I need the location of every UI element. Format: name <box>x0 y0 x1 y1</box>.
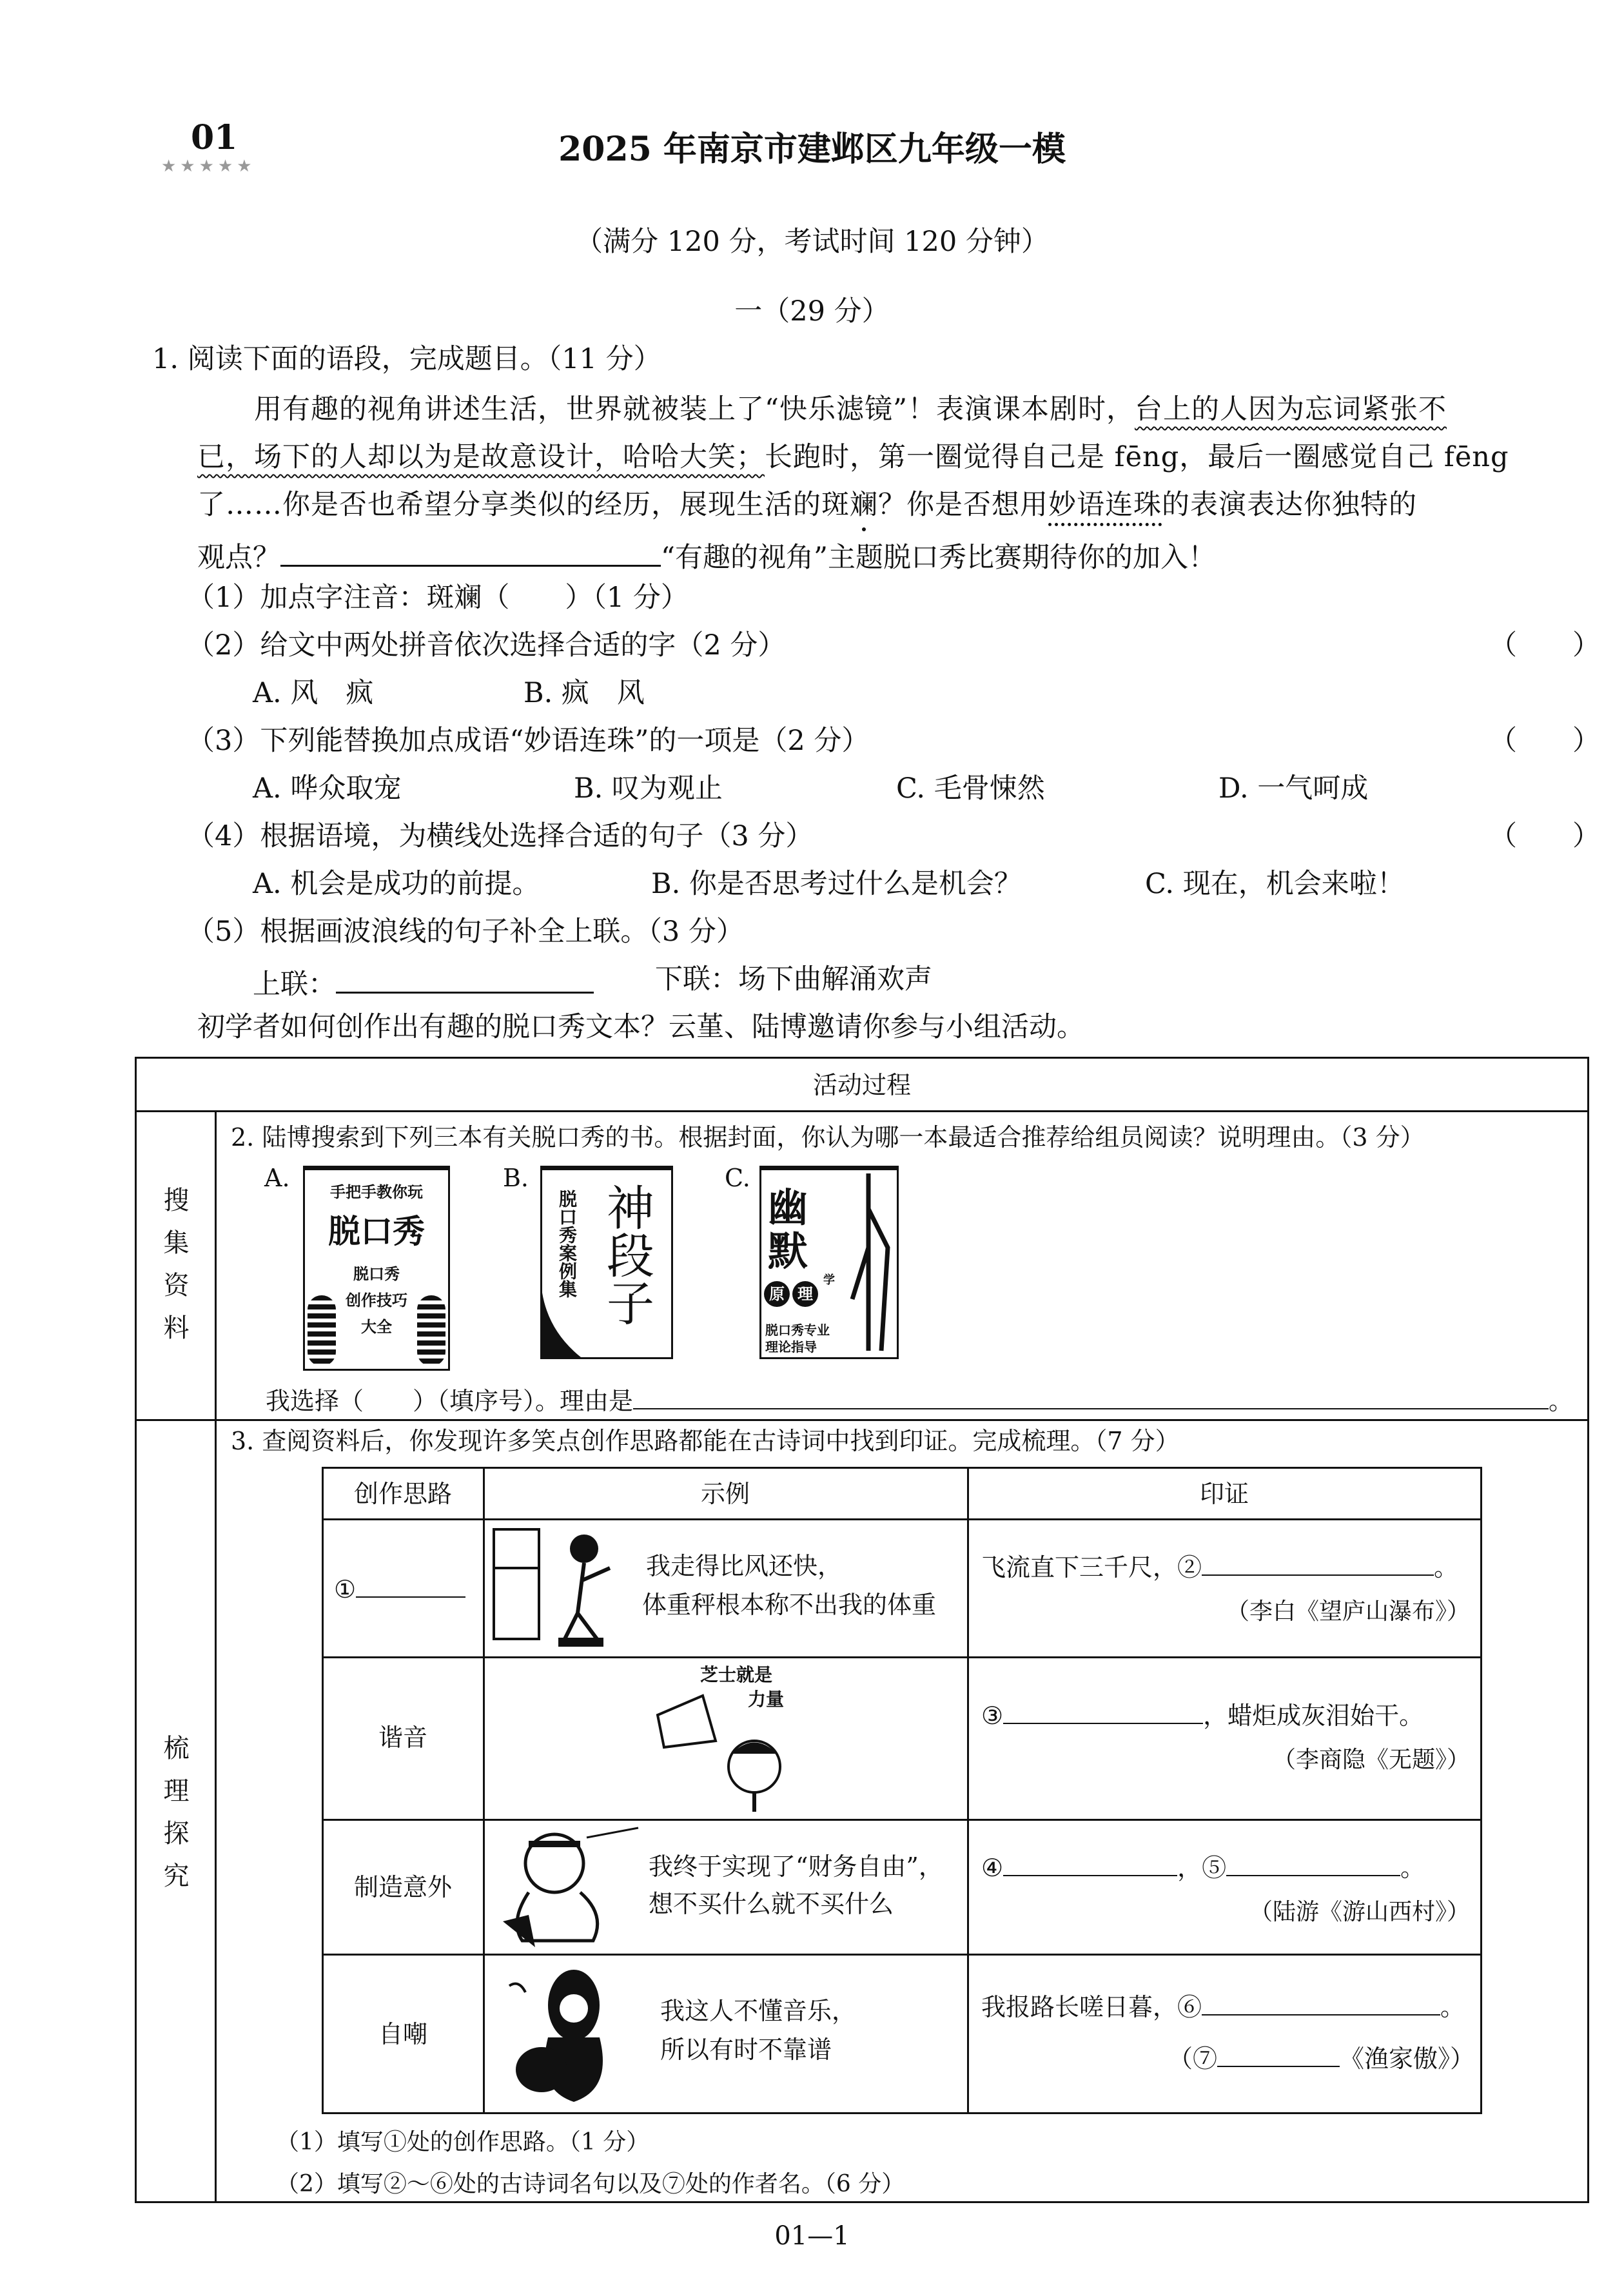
dotted-idiom: 妙语连珠 <box>1048 489 1162 521</box>
cover-text: 大全 <box>361 1318 392 1336</box>
table-border <box>135 1110 1589 1112</box>
cover-badge: 原 <box>764 1281 790 1307</box>
table-border <box>135 1057 1589 1059</box>
text: ？你是否想用 <box>878 489 1048 521</box>
answer-blank-7[interactable] <box>1217 2045 1340 2067</box>
row-label-collect: 搜集资料 <box>159 1186 189 1357</box>
q1-sub1: （1）加点字注音：斑斓（ ）（1 分） <box>187 582 689 614</box>
proof-4 <box>981 1994 1465 2019</box>
text: 飞流直下三千尺，② <box>981 1553 1202 1582</box>
text: 我报路长嗟日暮，⑥ <box>981 1993 1202 2021</box>
cover-text: 创作技巧 <box>346 1291 407 1309</box>
text: 长跑时，第一圈觉得自己是 fēng，最后一圈感觉自己 fēng <box>765 441 1509 473</box>
idea-1 <box>334 1576 465 1602</box>
page-title: 2025 年南京市建邺区九年级一模 <box>558 130 1066 169</box>
proof-1 <box>981 1554 1458 1580</box>
option-b: B. 叹为观止 <box>574 772 723 805</box>
book-c-label: C. <box>725 1164 750 1192</box>
cover-text: 脱口秀专业 <box>765 1322 830 1338</box>
wavy-underlined-text: 已，场下的人却以为是故意设计，哈哈大笑； <box>197 441 765 473</box>
option-c: C. 毛骨悚然 <box>896 772 1045 805</box>
bubble-text-1: 芝士就是 <box>700 1664 773 1685</box>
text: 的表演表达你独特的 <box>1162 489 1417 521</box>
text: “有趣的视角”主题脱口秀比赛期待你的加入！ <box>661 542 1216 574</box>
inner-border <box>322 2112 1482 2114</box>
wavy-underlined-text: 台上的人因为忘词紧张不 <box>1134 393 1447 426</box>
q1-sub4: （4）根据语境，为横线处选择合适的句子（3 分） <box>187 820 814 852</box>
answer-blank-1[interactable] <box>356 1576 465 1598</box>
dotted-char: 斓 <box>850 489 878 521</box>
lower-couplet: 下联：场下曲解涌欢声 <box>655 963 932 995</box>
answer-paren[interactable]: （ ） <box>1489 820 1600 852</box>
row-label-explore: 梳理探究 <box>159 1734 189 1905</box>
cover-text: 学 <box>823 1273 835 1287</box>
microphone-icon <box>417 1295 445 1366</box>
cartoon-fridge-scale <box>487 1523 629 1652</box>
answer-blank[interactable] <box>280 539 661 567</box>
inner-border <box>322 1518 1482 1520</box>
q3-sub1: （1）填写①处的创作思路。（1 分） <box>276 2129 650 2155</box>
book-cover-a[interactable] <box>303 1166 450 1371</box>
answer-blank-4[interactable] <box>1003 1854 1177 1876</box>
option-a: A. 风 疯 <box>253 677 374 709</box>
source-2: （李商隐《无题》） <box>1272 1747 1470 1773</box>
option-b: B. 你是否思考过什么是机会？ <box>651 868 1022 900</box>
example-4-line2: 所以有时不靠谱 <box>660 2035 832 2064</box>
col-header-proof: 印证 <box>1199 1480 1249 1508</box>
inner-border <box>322 1954 1482 1956</box>
q3-stem: 3. 查阅资料后，你发现许多笑点创作思路都能在古诗词中找到印证。完成梳理。（7 分） <box>231 1427 1180 1455</box>
q2-stem: 2. 陆博搜索到下列三本有关脱口秀的书。根据封面，你认为哪一本最适合推荐给组员阅读？说明理由。（3 分） <box>231 1123 1425 1152</box>
inner-border <box>967 1467 969 2114</box>
text: 。 <box>1440 1993 1465 2021</box>
inner-border <box>322 1467 1482 1469</box>
table-border <box>135 1057 137 2203</box>
table-border <box>135 2201 1589 2203</box>
answer-blank-3[interactable] <box>1003 1702 1203 1724</box>
text: ③ <box>981 1701 1004 1730</box>
cover-text: 脱口秀 <box>353 1265 400 1283</box>
option-c: C. 现在，机会来啦！ <box>1145 868 1405 900</box>
text: （⑦ <box>1168 2045 1218 2073</box>
book-b-label: B. <box>503 1164 529 1192</box>
example-1-line1: 我走得比风还快， <box>646 1552 843 1580</box>
activity-intro: 初学者如何创作出有趣的脱口秀文本？云堇、陆博邀请你参与小组活动。 <box>197 1011 1084 1043</box>
idea-2: 谐音 <box>378 1723 427 1752</box>
proof-2 <box>981 1702 1423 1728</box>
inner-border <box>1480 1467 1482 2114</box>
text: ，蜡炬成灰泪始干。 <box>1203 1701 1424 1730</box>
book-cover-b[interactable] <box>540 1166 673 1359</box>
figure-illustration <box>843 1170 894 1354</box>
proof-3 <box>981 1854 1425 1880</box>
idea-4: 自嘲 <box>378 2020 427 2048</box>
q1-passage-line1 <box>254 393 1447 426</box>
q1-sub2: （2）给文中两处拼音依次选择合适的字（2 分） <box>187 629 786 662</box>
col-header-example: 示例 <box>700 1480 750 1508</box>
text: 。 <box>1434 1553 1459 1582</box>
inner-border <box>483 1467 485 2114</box>
q1-sub5: （5）根据画波浪线的句子补全上联。（3 分） <box>187 916 744 948</box>
option-b: B. 疯 风 <box>523 677 645 709</box>
inner-border <box>322 1819 1482 1821</box>
cartoon-shopping-man <box>490 1825 645 1950</box>
text: 了……你是否也希望分享类似的经历，展现生活的斑 <box>197 489 850 521</box>
table-border <box>1587 1057 1589 2203</box>
upper-couplet <box>253 966 594 999</box>
text: ④ <box>981 1854 1004 1882</box>
stars-decoration-icon: ★★★★★ <box>161 157 256 176</box>
option-a: A. 哗众取宠 <box>253 772 402 805</box>
answer-paren[interactable]: （ ） <box>1489 629 1600 662</box>
text: 。 <box>1400 1854 1425 1882</box>
cover-text: 手把手教你玩 <box>330 1183 423 1201</box>
cover-decoration <box>542 1293 587 1357</box>
source-1: （李白《望庐山瀑布》） <box>1226 1598 1470 1625</box>
cartoon-singing-person <box>496 1960 638 2108</box>
reason-blank[interactable] <box>633 1386 1549 1409</box>
label: ① <box>334 1575 357 1603</box>
q1-passage-line2 <box>197 441 1509 473</box>
example-3-line2: 想不买什么就不买什么 <box>649 1890 894 1918</box>
cover-text: 理论指导 <box>765 1339 817 1355</box>
text: 《渔家傲》） <box>1340 2045 1475 2073</box>
example-3-line1: 我终于实现了“财务自由”， <box>649 1852 943 1881</box>
label: 我选择（ ）（填序号）。理由是 <box>266 1387 634 1415</box>
option-d: D. 一气呵成 <box>1218 772 1369 805</box>
microphone-icon <box>308 1295 336 1366</box>
q1-passage-line4 <box>197 539 1216 572</box>
cover-text: 脱口秀案例集 <box>556 1190 578 1298</box>
q1-sub3: （3）下列能替换加点成语“妙语连珠”的一项是（2 分） <box>187 725 870 757</box>
answer-blank[interactable] <box>336 966 594 994</box>
source-3: （陆游《游山西村》） <box>1249 1899 1470 1925</box>
answer-paren[interactable]: （ ） <box>1489 725 1600 757</box>
text: 。 <box>1549 1387 1574 1415</box>
cartoon-cheese-boy <box>645 1663 812 1812</box>
cover-badge: 理 <box>792 1281 818 1307</box>
bubble-text-2: 力量 <box>748 1689 785 1710</box>
page-number: 01 <box>191 118 238 157</box>
table-border <box>215 1110 217 2203</box>
answer-blank-6[interactable] <box>1202 1994 1440 2015</box>
text: 用有趣的视角讲述生活，世界就被装上了“快乐滤镜”！表演课本剧时， <box>254 393 1135 426</box>
col-header-idea: 创作思路 <box>353 1480 452 1508</box>
example-4-line1: 我这人不懂音乐， <box>660 1997 857 2025</box>
idea-3: 制造意外 <box>353 1873 452 1901</box>
exam-info: （满分 120 分，考试时间 120 分钟） <box>575 226 1049 258</box>
answer-blank-5[interactable] <box>1226 1854 1400 1876</box>
cover-title: 脱口秀 <box>328 1213 425 1250</box>
label: 上联： <box>253 968 336 1001</box>
table-border <box>135 1419 1589 1421</box>
book-cover-c[interactable] <box>759 1166 899 1359</box>
book-a-label: A. <box>264 1164 290 1192</box>
inner-border <box>322 1467 324 2114</box>
q2-answer <box>266 1386 1573 1413</box>
page-footer: 01—1 <box>774 2221 850 2251</box>
source-4 <box>1168 2045 1474 2071</box>
section-heading: 一（29 分） <box>734 295 890 328</box>
cover-title: 幽默 <box>768 1184 808 1275</box>
text: ，⑤ <box>1177 1854 1227 1882</box>
q1-stem: 1. 阅读下面的语段，完成题目。（11 分） <box>152 343 661 375</box>
example-1-line2: 体重秤根本称不出我的体重 <box>642 1591 937 1619</box>
q3-sub2: （2）填写②～⑥处的古诗词名句以及⑦处的作者名。（6 分） <box>276 2171 905 2197</box>
answer-blank-2[interactable] <box>1202 1554 1434 1576</box>
option-a: A. 机会是成功的前提。 <box>253 868 540 900</box>
inner-border <box>322 1656 1482 1658</box>
text: 观点？ <box>197 542 280 574</box>
cover-title: 神段子 <box>599 1183 654 1326</box>
table-header: 活动过程 <box>812 1071 911 1099</box>
q1-passage-line3 <box>197 491 1417 519</box>
